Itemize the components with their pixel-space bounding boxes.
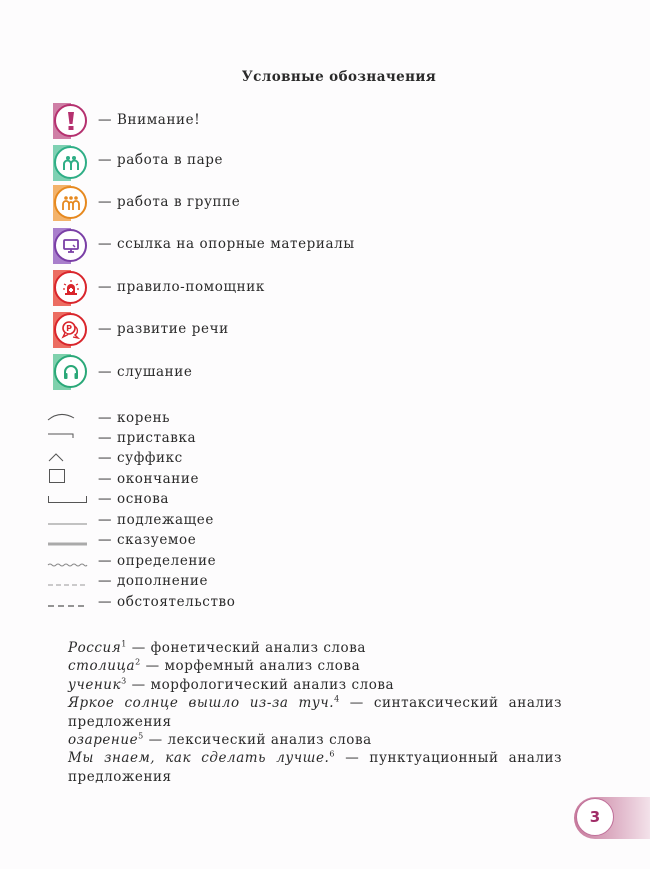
legend-row-group-work	[53, 185, 89, 221]
page-title: Условные обозначения	[241, 69, 437, 85]
suffix-caret-icon	[46, 449, 91, 465]
pair-work-icon	[53, 145, 89, 181]
analysis-legend	[68, 639, 562, 786]
analysis-item-morphological: ученик$^3$ — морфологический анализ слова	[68, 676, 395, 693]
legend-label-group-work: — работа в группе	[98, 194, 241, 210]
legend-label-attention: — Внимание!	[98, 112, 201, 128]
subject-line-icon	[46, 512, 91, 528]
helper-rule-icon	[53, 270, 89, 306]
legend-row-attention	[53, 103, 89, 139]
reference-materials-icon	[53, 228, 89, 264]
stem-bracket-icon	[46, 490, 91, 506]
analysis-item-punctuation: Мы знаем, как сделать лучше.$^6$ — пунктуационный анализ предложения	[68, 749, 562, 785]
prefix-bracket-icon	[46, 429, 91, 445]
attention-icon	[53, 103, 89, 139]
legend-row-speech	[53, 312, 89, 348]
legend-label-listening: — слушание	[98, 364, 193, 380]
legend-label-adverbial: — обстоятельство	[98, 594, 236, 610]
page-number: 3	[576, 798, 614, 836]
legend-label-speech: — развитие речи	[98, 321, 229, 337]
legend-row-reference	[53, 228, 89, 264]
legend-row-listening	[53, 354, 89, 390]
object-dashed-line-icon	[46, 573, 91, 589]
legend-label-helper-rule: — правило-помощник	[98, 279, 265, 295]
legend-label-root: — корень	[98, 410, 171, 426]
attribute-wavy-line-icon	[46, 553, 91, 569]
ending-box-icon	[46, 468, 91, 484]
adverbial-dash-dot-line-icon	[46, 594, 91, 610]
legend-label-ending: — окончание	[98, 471, 200, 487]
legend-label-subject: — подлежащее	[98, 512, 214, 528]
analysis-item-syntactic: Яркое солнце вышло из-за туч.$^4$ — синтаксический анализ предложения	[68, 694, 562, 730]
predicate-line-icon	[46, 532, 91, 548]
legend-label-object: — дополнение	[98, 573, 209, 589]
legend-label-prefix: — приставка	[98, 430, 197, 446]
group-work-icon	[53, 185, 89, 221]
legend-label-suffix: — суффикс	[98, 450, 183, 466]
analysis-item-phonetic: Россия$^1$ — фонетический анализ слова	[68, 639, 366, 656]
listening-icon	[53, 354, 89, 390]
analysis-item-morphemic: столица$^2$ — морфемный анализ слова	[68, 657, 361, 675]
svg-text:P: P	[65, 323, 72, 333]
legend-label-attribute: — определение	[98, 553, 217, 569]
legend-row-helper-rule	[53, 270, 89, 306]
speech-development-icon	[53, 312, 89, 348]
legend-label-predicate: — сказуемое	[98, 532, 197, 548]
analysis-item-lexical: озарение$^5$ — лексический анализ слова	[68, 731, 372, 749]
root-arc-icon	[46, 408, 91, 424]
legend-label-stem: — основа	[98, 491, 170, 507]
legend-row-pair-work	[53, 145, 89, 181]
legend-label-pair-work: — работа в паре	[98, 152, 224, 168]
legend-label-reference: — ссылка на опорные материалы	[98, 236, 355, 252]
